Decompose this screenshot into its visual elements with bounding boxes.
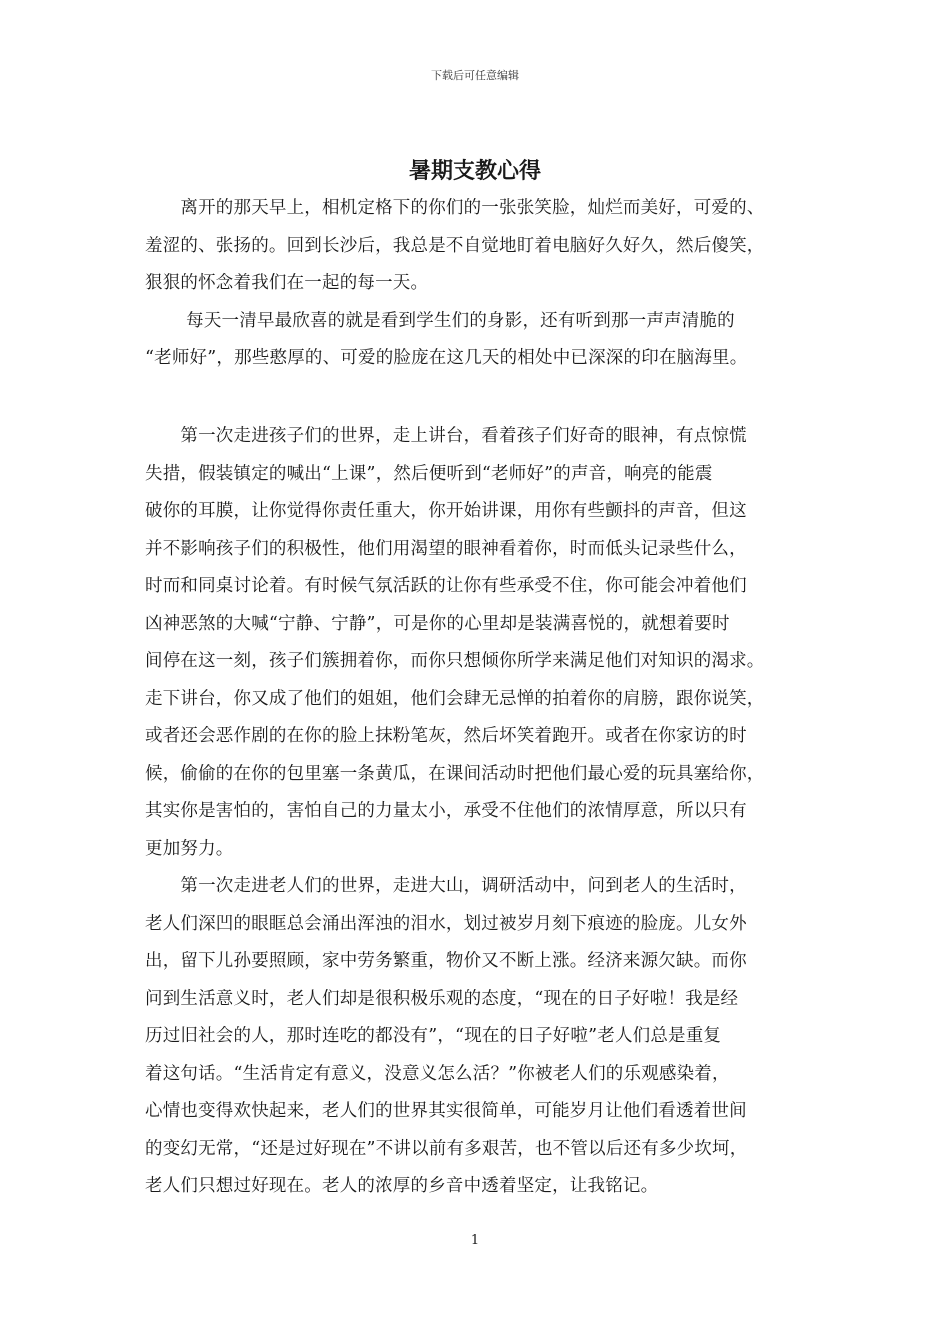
text-line: 心情也变得欢快起来，老人们的世界其实很简单，可能岁月让他们看透着世间 <box>145 1101 747 1121</box>
text-line: 其实你是害怕的，害怕自己的力量太小，承受不住他们的浓情厚意，所以只有 <box>145 801 747 821</box>
text-line: 或者还会恶作剧的在你的脸上抹粉笔灰，然后坏笑着跑开。或者在你家访的时 <box>145 726 747 746</box>
text-line: 并不影响孩子们的积极性，他们用渴望的眼神看着你，时而低头记录些什么， <box>145 538 747 559</box>
text-line: 历过旧社会的人，那时连吃的都没有”，“现在的日子好啦”老人们总是重复 <box>145 1026 722 1046</box>
text-line: 老人们只想过好现在。老人的浓厚的乡音中透着坚定，让我铭记。 <box>145 1176 659 1196</box>
text-line: 着这句话。“生活肯定有意义，没意义怎么活？”你被老人们的乐观感染着， <box>145 1063 730 1084</box>
text-line: 走下讲台，你又成了他们的姐姐，他们会肆无忌惮的拍着你的肩膀，跟你说笑， <box>145 688 765 709</box>
text-line: 更加努力。 <box>145 838 234 859</box>
body-text-block <box>145 418 825 1206</box>
text-line: “老师好”，那些憨厚的、可爱的脸庞在这几天的相处中已深深的印在脑海里。 <box>145 348 748 368</box>
text-line: 间停在这一刻，孩子们簇拥着你，而你只想倾你所学来满足他们对知识的渴求。 <box>145 651 765 671</box>
text-line: 出，留下儿孙要照顾，家中劳务繁重，物价又不断上涨。经济来源欠缺。而你 <box>145 951 747 971</box>
text-line: 的变幻无常，“还是过好现在”不讲以前有多艰苦，也不管以后还有多少坎坷， <box>145 1138 748 1159</box>
text-line: 第一次走进孩子们的世界，走上讲台，看着孩子们好奇的眼神，有点惊慌 <box>145 426 747 446</box>
text-line: 羞涩的、张扬的。回到长沙后，我总是不自觉地盯着电脑好久好久，然后傻笑， <box>145 235 765 256</box>
text-line: 失措，假装镇定的喊出“上课”，然后便听到“老师好”的声音，响亮的能震 <box>145 463 713 484</box>
page-number: 1 <box>470 1233 480 1248</box>
text-line: 凶神恶煞的大喊“宁静、宁静”，可是你的心里却是装满喜悦的，就想着要时 <box>145 613 730 634</box>
text-line: 第一次走进老人们的世界，走进大山，调研活动中，问到老人的生活时， <box>145 876 747 896</box>
text-line: 离开的那天早上，相机定格下的你们的一张张笑脸，灿烂而美好，可爱的、 <box>145 198 765 218</box>
text-line: 老人们深凹的眼眶总会涌出浑浊的泪水，划过被岁月刻下痕迹的脸庞。儿女外 <box>145 913 747 934</box>
text-line: 每天一清早最欣喜的就是看到学生们的身影，还有听到那一声声清脆的 <box>145 310 735 331</box>
body-text-block <box>145 190 825 378</box>
document-title: 暑期支教心得 <box>408 159 541 184</box>
text-line: 问到生活意义时，老人们却是很积极乐观的态度，“现在的日子好啦！我是经 <box>145 988 739 1009</box>
page-header: 下载后可任意编辑 <box>431 69 519 82</box>
text-line: 候，偷偷的在你的包里塞一条黄瓜，在课间活动时把他们最心爱的玩具塞给你， <box>145 763 765 784</box>
text-line: 时而和同桌讨论着。有时候气氛活跃的让你有些承受不住，你可能会冲着他们 <box>145 576 747 596</box>
text-line: 狠狠的怀念着我们在一起的每一天。 <box>145 273 429 293</box>
text-line: 破你的耳膜，让你觉得你责任重大，你开始讲课，用你有些颤抖的声音，但这 <box>145 501 747 521</box>
